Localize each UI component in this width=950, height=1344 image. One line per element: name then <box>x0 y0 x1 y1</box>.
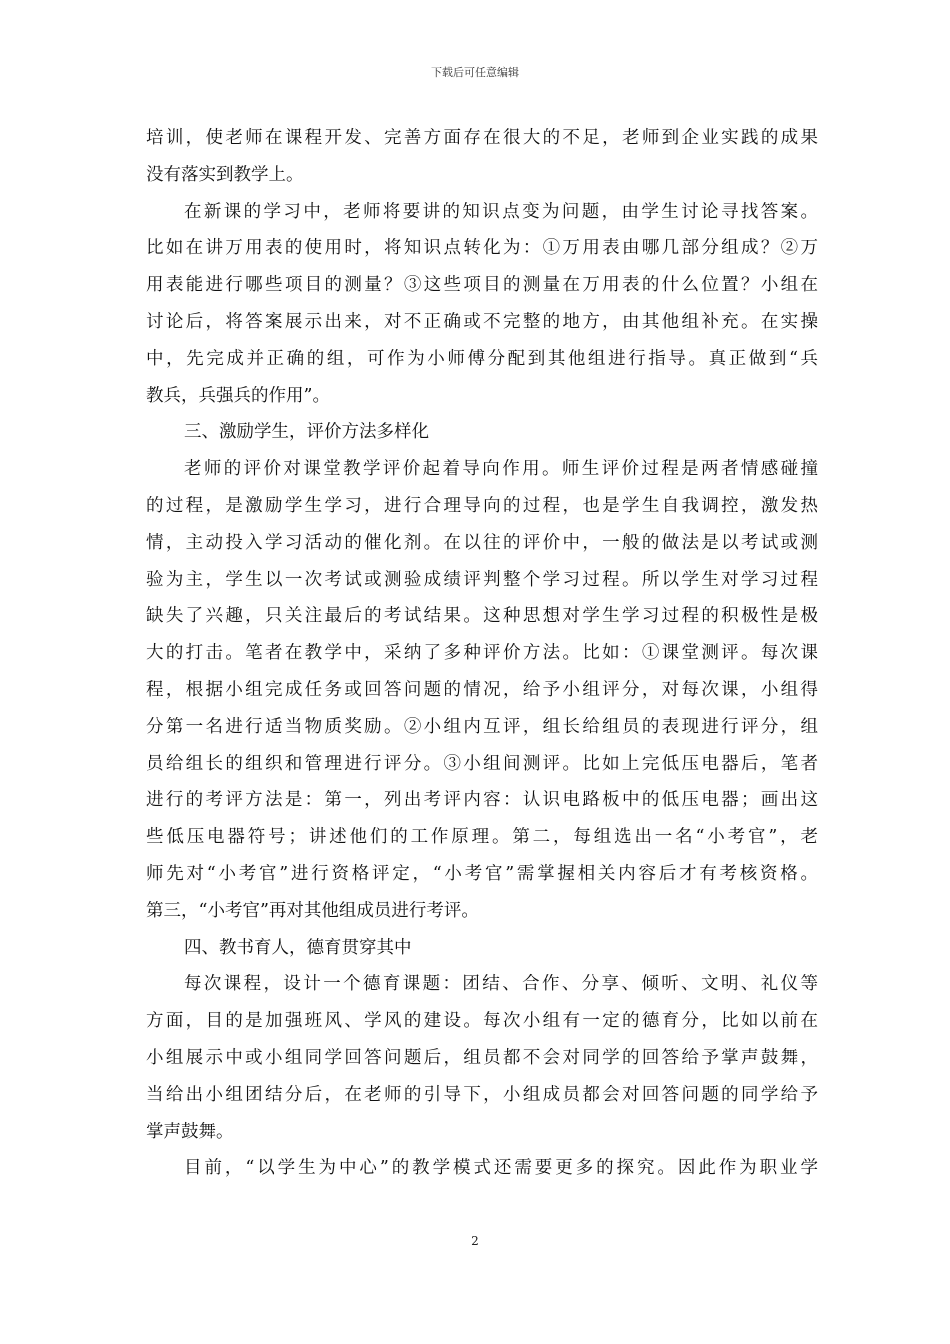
text-line: 员给组长的组织和管理进行评分。③小组间测评。比如上完低压电器后，笔者 <box>146 753 818 774</box>
text-line: 没有落实到教学上。 <box>146 164 304 185</box>
text-line: 程，根据小组完成任务或回答问题的情况，给予小组评分，对每次课，小组得 <box>146 679 818 700</box>
text-line: 进行的考评方法是：第一，列出考评内容：认识电路板中的低压电器；画出这 <box>146 790 818 811</box>
page-header: 下载后可任意编辑 <box>431 66 519 79</box>
page-number: 2 <box>471 1234 479 1248</box>
text-line: 验为主，学生以一次考试或测验成绩评判整个学习过程。所以学生对学习过程 <box>146 569 818 590</box>
section-heading: 四、教书育人，德育贯穿其中 <box>184 937 412 958</box>
text-line: 教兵，兵强兵的作用”。 <box>146 385 330 406</box>
text-line: 中，先完成并正确的组，可作为小师傅分配到其他组进行指导。真正做到“兵 <box>146 348 818 369</box>
text-line: 老师的评价对课堂教学评价起着导向作用。师生评价过程是两者情感碰撞 <box>184 459 818 480</box>
text-line: 在新课的学习中，老师将要讲的知识点变为问题，由学生讨论寻找答案。 <box>184 201 818 222</box>
document-body <box>146 120 818 1187</box>
text-line: 方面，目的是加强班风、学风的建设。每次小组有一定的德育分，比如以前在 <box>146 1011 818 1032</box>
text-line: 些低压电器符号；讲述他们的工作原理。第二，每组选出一名“小考官”，老 <box>146 827 818 848</box>
text-line: 培训，使老师在课程开发、完善方面存在很大的不足，老师到企业实践的成果 <box>146 128 818 148</box>
text-line: 小组展示中或小组同学回答问题后，组员都不会对同学的回答给予掌声鼓舞， <box>146 1047 818 1068</box>
text-line: 讨论后，将答案展示出来，对不正确或不完整的地方，由其他组补充。在实操 <box>146 311 818 332</box>
text-line: 用表能进行哪些项目的测量？③这些项目的测量在万用表的什么位置？小组在 <box>146 275 818 296</box>
text-line: 第三，“小考官”再对其他组成员进行考评。 <box>146 900 479 921</box>
text-line: 目前，“以学生为中心”的教学模式还需要更多的探究。因此作为职业学 <box>184 1158 818 1179</box>
text-line: 每次课程，设计一个德育课题：团结、合作、分享、倾听、文明、礼仪等 <box>184 974 818 995</box>
text-line: 的过程，是激励学生学习，进行合理导向的过程，也是学生自我调控，激发热 <box>146 495 818 516</box>
text-line: 大的打击。笔者在教学中，采纳了多种评价方法。比如：①课堂测评。每次课 <box>146 643 818 664</box>
text-line: 掌声鼓舞。 <box>146 1121 234 1142</box>
text-line: 分第一名进行适当物质奖励。②小组内互评，组长给组员的表现进行评分，组 <box>146 716 818 737</box>
text-line: 缺失了兴趣，只关注最后的考试结果。这种思想对学生学习过程的积极性是极 <box>146 606 818 627</box>
text-line: 比如在讲万用表的使用时，将知识点转化为：①万用表由哪几部分组成？②万 <box>146 238 818 259</box>
text-line: 师先对“小考官”进行资格评定，“小考官”需掌握相关内容后才有考核资格。 <box>146 863 818 884</box>
text-line: 情，主动投入学习活动的催化剂。在以往的评价中，一般的做法是以考试或测 <box>146 532 818 553</box>
section-heading: 三、激励学生，评价方法多样化 <box>184 422 429 443</box>
text-line: 当给出小组团结分后，在老师的引导下，小组成员都会对回答问题的同学给予 <box>146 1084 818 1105</box>
